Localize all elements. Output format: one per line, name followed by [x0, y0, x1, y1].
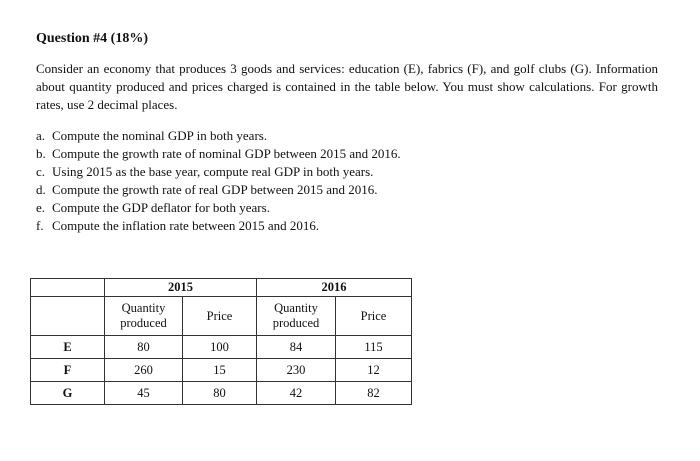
price-2015-cell: 15	[183, 359, 257, 382]
quantity-2015-cell: 80	[105, 336, 183, 359]
good-label: F	[31, 359, 105, 382]
price-2016-cell: 12	[336, 359, 412, 382]
table-header-row	[31, 297, 412, 336]
task-text: Using 2015 as the base year, compute real GDP in both years.	[52, 164, 374, 179]
task-marker: e.	[36, 200, 46, 215]
task-text: Compute the growth rate of nominal GDP between 2015 and 2016.	[52, 146, 401, 161]
question-intro: Consider an economy that produces 3 goods and services: education (E), fabrics (F), and golf clubs (G). Information about quantity produced and prices charged is contained in the table below. You must show calculations. For growth rates, use 2 decimal places.	[36, 61, 658, 112]
column-header-price: Price	[336, 297, 412, 336]
year-header-2015: 2015	[105, 279, 257, 297]
task-text: Compute the GDP deflator for both years.	[52, 200, 270, 215]
task-item	[36, 217, 636, 235]
table-corner-cell	[31, 279, 105, 297]
price-2016-cell: 115	[336, 336, 412, 359]
table-empty-cell	[31, 297, 105, 336]
quantity-2015-cell: 45	[105, 382, 183, 405]
task-marker: f.	[36, 218, 44, 233]
price-2015-cell: 100	[183, 336, 257, 359]
table-year-row	[31, 279, 412, 297]
quantity-2016-cell: 84	[257, 336, 336, 359]
data-table	[30, 278, 412, 405]
table-row	[31, 382, 412, 405]
task-item	[36, 163, 636, 181]
task-item	[36, 181, 636, 199]
table-row	[31, 336, 412, 359]
good-label: G	[31, 382, 105, 405]
quantity-2016-cell: 230	[257, 359, 336, 382]
task-text: Compute the inflation rate between 2015 and 2016.	[52, 218, 320, 233]
task-marker: d.	[36, 182, 46, 197]
price-2015-cell: 80	[183, 382, 257, 405]
question-heading: Question #4 (18%)	[36, 31, 148, 46]
column-header-quantity: Quantity produced	[105, 297, 183, 336]
task-item	[36, 145, 636, 163]
task-item	[36, 127, 636, 145]
task-list	[36, 127, 636, 235]
year-header-2016: 2016	[257, 279, 412, 297]
table-row	[31, 359, 412, 382]
task-text: Compute the growth rate of real GDP between 2015 and 2016.	[52, 182, 378, 197]
good-label: E	[31, 336, 105, 359]
quantity-2015-cell: 260	[105, 359, 183, 382]
column-header-price: Price	[183, 297, 257, 336]
task-marker: c.	[36, 164, 46, 179]
task-item	[36, 199, 636, 217]
task-marker: a.	[36, 128, 46, 143]
column-header-quantity: Quantity produced	[257, 297, 336, 336]
task-text: Compute the nominal GDP in both years.	[52, 128, 268, 143]
task-marker: b.	[36, 146, 46, 161]
price-2016-cell: 82	[336, 382, 412, 405]
quantity-2016-cell: 42	[257, 382, 336, 405]
